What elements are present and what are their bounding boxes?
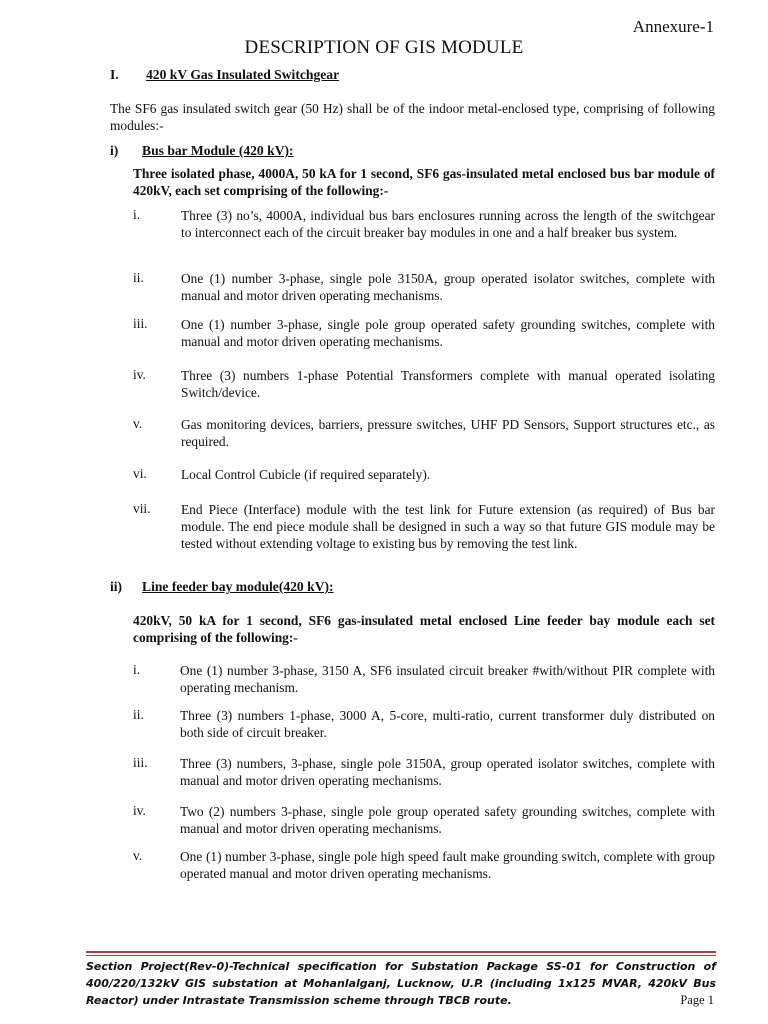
module-title: Line feeder bay module(420 kV): — [142, 579, 334, 594]
item-number: iii. — [133, 316, 148, 331]
module-lead-busbar: Three isolated phase, 4000A, 50 kA for 1 second, SF6 gas-insulated metal enclosed bus bar module of 420kV, each set comprising of the following:- — [133, 166, 715, 198]
section-number: I. — [110, 67, 119, 82]
module-number: i) — [110, 143, 119, 158]
module-lead-line-feeder: 420kV, 50 kA for 1 second, SF6 gas-insulated metal enclosed Line feeder bay module each set comprising of the following:- — [133, 613, 715, 645]
module-title: Bus bar Module (420 kV): — [142, 143, 294, 158]
item-text: Local Control Cubicle (if required separately). — [181, 467, 431, 482]
item-number: i. — [133, 207, 141, 222]
item-text: One (1) number 3-phase, single pole 3150A, group operated isolator switches, complete with manual and motor driven operating mechanisms. — [181, 271, 715, 303]
item-number: ii. — [133, 707, 144, 722]
item-number: i. — [133, 662, 141, 677]
item-text: Three (3) numbers 1-phase Potential Transformers complete with manual operated isolating Switch/device. — [181, 368, 715, 400]
item-number: v. — [133, 416, 143, 431]
item-text: Three (3) numbers 1-phase, 3000 A, 5-core, multi-ratio, current transformer duly distributed on both side of circuit breaker. — [180, 708, 715, 740]
section-intro: The SF6 gas insulated switch gear (50 Hz) shall be of the indoor metal-enclosed type, comprising of following modules:- — [110, 101, 715, 133]
item-number: vi. — [133, 466, 147, 481]
item-text: One (1) number 3-phase, single pole high speed fault make grounding switch, complete with group operated manual and motor driven operating mechanisms. — [180, 849, 715, 881]
module-heading-busbar — [110, 143, 294, 159]
item-number: iv. — [133, 367, 146, 382]
item-text: One (1) number 3-phase, single pole group operated safety grounding switches, complete with manual and motor driven operating mechanisms. — [181, 317, 715, 349]
item-text: Gas monitoring devices, barriers, pressure switches, UHF PD Sensors, Support structures etc., as required. — [181, 417, 715, 449]
item-number: ii. — [133, 270, 144, 285]
item-text: One (1) number 3-phase, 3150 A, SF6 insulated circuit breaker #with/without PIR complete with operating mechanism. — [180, 663, 715, 695]
item-text: End Piece (Interface) module with the test link for Future extension (as required) of Bus bar module. The end piece module shall be designed in such a way so that future GIS module may be tested without extending voltage to existing bus by removing the test link. — [181, 502, 715, 551]
item-number: iii. — [133, 755, 148, 770]
annexure-label: Annexure-1 — [632, 17, 714, 36]
item-text: Three (3) numbers, 3-phase, single pole 3150A, group operated isolator switches, complete with manual and motor driven operating mechanisms. — [180, 756, 715, 788]
section-title: 420 kV Gas Insulated Switchgear — [146, 67, 340, 82]
section-heading — [110, 67, 339, 83]
footer-rule — [86, 951, 716, 953]
item-number: vii. — [133, 501, 151, 516]
item-text: Three (3) no’s, 4000A, individual bus bars enclosures running across the length of the switchgear to interconnect each of the circuit breaker bay modules in one and a half breaker bus system. — [181, 208, 715, 240]
page-number: Page 1 — [680, 993, 714, 1007]
page-title: DESCRIPTION OF GIS MODULE — [244, 37, 524, 58]
module-heading-line-feeder — [110, 579, 334, 595]
item-number: v. — [133, 848, 143, 863]
item-text: Two (2) numbers 3-phase, single pole group operated safety grounding switches, complete with manual and motor driven operating mechanisms. — [180, 804, 715, 836]
item-number: iv. — [133, 803, 146, 818]
module-number: ii) — [110, 579, 123, 594]
footer-rule-thin — [86, 955, 716, 956]
footer-text: Section Project(Rev-0)-Technical specification for Substation Package SS-01 for Construction of 400/220/132kV GIS substation at Mohanlalganj, Lucknow, U.P. (including 1x125 MVAR, 420kV Bus Reactor) under Intrastate Transmission scheme through TBCB route. — [86, 960, 716, 1007]
